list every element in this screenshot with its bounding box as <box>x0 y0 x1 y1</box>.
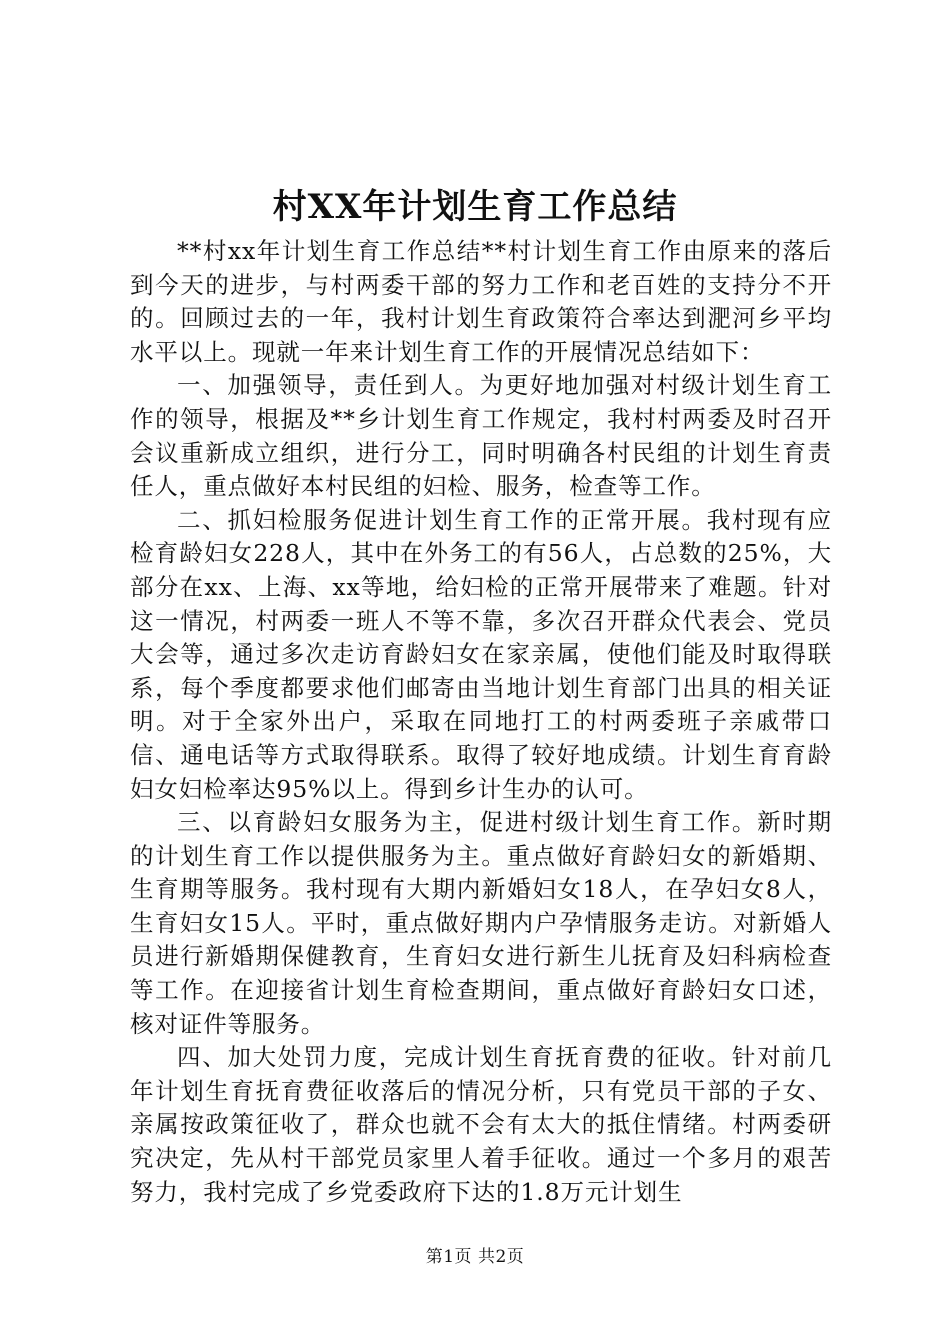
paragraph-section-4: 四、加大处罚力度，完成计划生育抚育费的征收。针对前几年计划生育抚育费征收落后的情况分析，只有党员干部的子女、亲属按政策征收了，群众也就不会有太大的抵住情绪。村两委研究决定，先从村干部党员家里人着手征收。通过一个多月的艰苦努力，我村完成了乡党委政府下达的1.8万元计划生 <box>130 1043 832 1206</box>
document-body <box>130 235 832 1209</box>
paragraph-section-3: 三、以育龄妇女服务为主，促进村级计划生育工作。新时期的计划生育工作以提供服务为主。重点做好育龄妇女的新婚期、生育期等服务。我村现有大期内新婚妇女18人，在孕妇女8人，生育妇女15人。平时，重点做好期内户孕情服务走访。对新婚人员进行新婚期保健教育，生育妇女进行新生儿抚育及妇科病检查等工作。在迎接省计划生育检查期间，重点做好育龄妇女口述，核对证件等服务。 <box>130 808 832 1038</box>
document-title: 村XX年计划生育工作总结 <box>272 187 678 227</box>
paragraph-section-1: 一、加强领导，责任到人。为更好地加强对村级计划生育工作的领导，根据及**乡计划生育工作规定，我村村两委及时召开会议重新成立组织，进行分工，同时明确各村民组的计划生育责任人，重点做好本村民组的妇检、服务，检查等工作。 <box>130 371 832 501</box>
paragraph-intro: **村xx年计划生育工作总结**村计划生育工作由原来的落后到今天的进步，与村两委干部的努力工作和老百姓的支持分不开的。回顾过去的一年，我村计划生育政策符合率达到淝河乡平均水平以上。现就一年来计划生育工作的开展情况总结如下： <box>130 237 832 366</box>
page-footer: 第1页 共2页 <box>425 1247 525 1267</box>
paragraph-section-2: 二、抓妇检服务促进计划生育工作的正常开展。我村现有应检育龄妇女228人，其中在外务工的有56人，占总数的25%，大部分在xx、上海、xx等地，给妇检的正常开展带来了难题。针对这一情况，村两委一班人不等不靠，多次召开群众代表会、党员大会等，通过多次走访育龄妇女在家亲属，使他们能及时取得联系，每个季度都要求他们邮寄由当地计划生育部门出具的相关证明。对于全家外出户，采取在同地打工的村两委班子亲戚带口信、通电话等方式取得联系。取得了较好地成绩。计划生育育龄妇女妇检率达95%以上。得到乡计生办的认可。 <box>130 505 832 803</box>
